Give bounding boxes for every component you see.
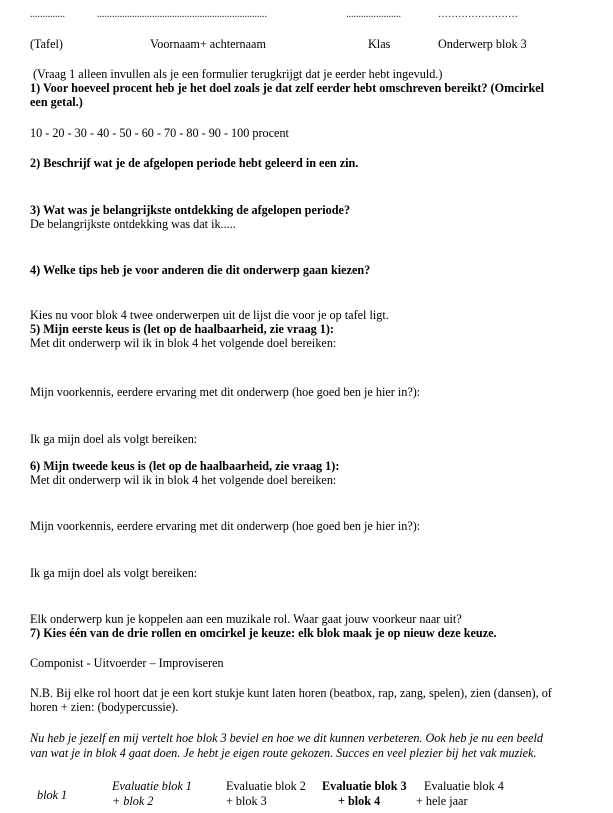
onderwerp-label: Onderwerp blok 3	[438, 37, 527, 51]
tafel-fill-line[interactable]: ..............	[30, 9, 65, 20]
question-3-prompt: De belangrijkste ontdekking was dat ik.....	[30, 217, 236, 231]
choose-intro: Kies nu voor blok 4 twee onderwerpen uit de lijst die voor je op tafel ligt.	[30, 308, 389, 322]
timeline-item-eval-2: Evaluatie blok 2	[226, 779, 306, 793]
question-4-title: 4) Welke tips heb je voor anderen die dit onderwerp gaan kiezen?	[30, 263, 371, 277]
question-3-title: 3) Wat was je belangrijkste ontdekking de afgelopen periode?	[30, 203, 351, 217]
percentage-scale[interactable]: 10 - 20 - 30 - 40 - 50 - 60 - 70 - 80 - 90 - 100 procent	[30, 126, 289, 140]
timeline-item-eval-1: Evaluatie blok 1	[112, 779, 192, 793]
closing-line-2: van wat je in blok 4 gaat doen. Je hebt je eigen route gekozen. Succes en veel plezier bij het vak muziek.	[30, 746, 537, 760]
question-1-title-cont: een getal.)	[30, 95, 83, 109]
klas-label: Klas	[368, 37, 391, 51]
onderwerp-fill-line[interactable]: ……………………	[438, 9, 518, 20]
question-5-goal: Met dit onderwerp wil ik in blok 4 het volgende doel bereiken:	[30, 336, 337, 350]
question-2-title: 2) Beschrijf wat je de afgelopen periode hebt geleerd in een zin.	[30, 156, 359, 170]
question-5-knowledge: Mijn voorkennis, eerdere ervaring met dit onderwerp (hoe goed ben je hier in?):	[30, 385, 421, 399]
timeline-item-eval-3-sub: + blok 4	[338, 794, 381, 808]
name-fill-line[interactable]: ....................................................................	[97, 9, 267, 20]
question-7-title: 7) Kies één van de drie rollen en omcirkel je keuze: elk blok maak je op nieuw deze keuze.	[30, 626, 497, 640]
timeline-item-eval-2-sub: + blok 3	[226, 794, 267, 808]
klas-fill-line[interactable]: ......................	[346, 9, 401, 20]
note-line-1: N.B. Bij elke rol hoort dat je een kort stukje kunt laten horen (beatbox, rap, zang, spelen), zien (dansen), of	[30, 686, 552, 700]
question-1-title: 1) Voor hoeveel procent heb je het doel zoals je dat zelf eerder hebt omschreven bereikt? (Omcirkel	[30, 81, 545, 95]
question-6-plan: Ik ga mijn doel als volgt bereiken:	[30, 566, 198, 580]
question-6-goal: Met dit onderwerp wil ik in blok 4 het volgende doel bereiken:	[30, 473, 337, 487]
name-label: Voornaam+ achternaam	[150, 37, 266, 51]
note-line-2: horen + zien: (bodypercussie).	[30, 700, 179, 714]
question-6-knowledge: Mijn voorkennis, eerdere ervaring met dit onderwerp (hoe goed ben je hier in?):	[30, 519, 421, 533]
timeline-item-blok-1: blok 1	[37, 788, 68, 802]
tafel-label: (Tafel)	[30, 37, 63, 51]
intro-note: (Vraag 1 alleen invullen als je een formulier terugkrijgt dat je eerder hebt ingevuld.)	[33, 67, 443, 81]
timeline-item-eval-3: Evaluatie blok 3	[322, 779, 407, 793]
timeline-item-eval-4-sub: + hele jaar	[416, 794, 468, 808]
question-6-title: 6) Mijn tweede keus is (let op de haalbaarheid, zie vraag 1):	[30, 459, 340, 473]
timeline-item-eval-4: Evaluatie blok 4	[424, 779, 504, 793]
closing-line-1: Nu heb je jezelf en mij vertelt hoe blok 3 beviel en hoe we dit kunnen verbeteren. Ook heb je nu een beeld	[30, 731, 543, 745]
question-5-title: 5) Mijn eerste keus is (let op de haalbaarheid, zie vraag 1):	[30, 322, 334, 336]
timeline-item-eval-1-sub: + blok 2	[112, 794, 154, 808]
question-5-plan: Ik ga mijn doel als volgt bereiken:	[30, 432, 198, 446]
role-intro: Elk onderwerp kun je koppelen aan een muzikale rol. Waar gaat jouw voorkeur naar uit?	[30, 612, 462, 626]
role-options[interactable]: Componist - Uitvoerder – Improviseren	[30, 656, 224, 670]
